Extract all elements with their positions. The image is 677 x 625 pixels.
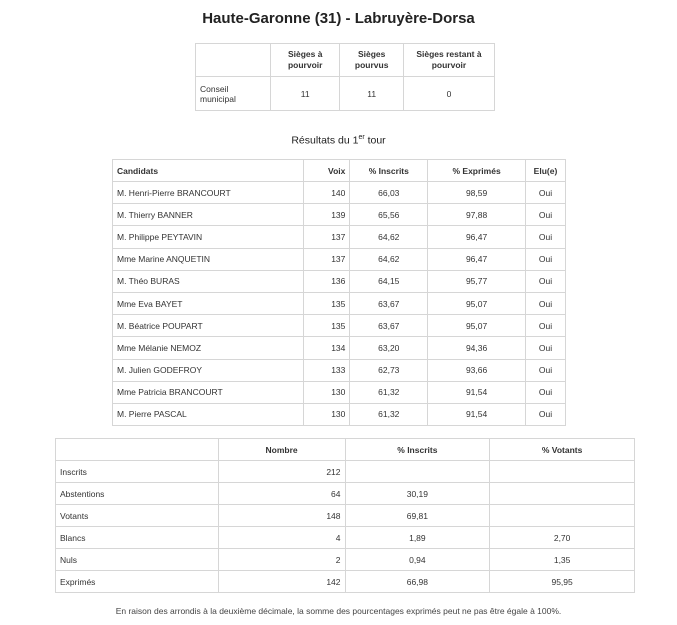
- round-title-sup: er: [358, 134, 365, 141]
- seats-header-cell: Sièges pourvus: [340, 44, 404, 77]
- candidate-cell: 64,15: [350, 270, 428, 292]
- candidate-cell: 137: [304, 248, 350, 270]
- candidate-cell: Oui: [525, 270, 565, 292]
- candidate-cell: 96,47: [428, 248, 526, 270]
- candidates-header-cell: % Inscrits: [350, 160, 428, 182]
- candidate-cell: 63,67: [350, 292, 428, 314]
- participation-cell: 142: [218, 571, 345, 593]
- candidate-cell: Oui: [525, 359, 565, 381]
- participation-label: Blancs: [56, 527, 219, 549]
- candidate-cell: 137: [304, 226, 350, 248]
- candidate-cell: 97,88: [428, 204, 526, 226]
- candidate-cell: 63,67: [350, 315, 428, 337]
- candidate-cell: 136: [304, 270, 350, 292]
- candidate-row: [113, 226, 566, 248]
- candidate-cell: 135: [304, 292, 350, 314]
- candidate-name: M. Thierry BANNER: [113, 204, 304, 226]
- participation-cell: [345, 461, 490, 483]
- candidate-cell: Oui: [525, 337, 565, 359]
- participation-row: [56, 527, 635, 549]
- seats-header-blank: [196, 44, 271, 77]
- candidate-cell: Oui: [525, 315, 565, 337]
- candidate-row: [113, 292, 566, 314]
- participation-cell: 148: [218, 505, 345, 527]
- candidate-cell: 66,03: [350, 182, 428, 204]
- candidate-row: [113, 204, 566, 226]
- seats-row-label: Conseil municipal: [196, 77, 271, 111]
- seats-header-row: [196, 44, 495, 77]
- candidate-cell: Oui: [525, 403, 565, 425]
- participation-cell: 4: [218, 527, 345, 549]
- participation-row: [56, 549, 635, 571]
- seats-header-cell: Sièges restant à pourvoir: [403, 44, 494, 77]
- participation-table: [55, 438, 635, 593]
- candidate-row: [113, 381, 566, 403]
- candidate-row: [113, 359, 566, 381]
- participation-cell: 64: [218, 483, 345, 505]
- participation-label: Abstentions: [56, 483, 219, 505]
- round-title-prefix: Résultats du 1: [291, 134, 359, 147]
- candidate-name: Mme Eva BAYET: [113, 292, 304, 314]
- candidate-cell: 139: [304, 204, 350, 226]
- candidate-cell: 63,20: [350, 337, 428, 359]
- participation-cell: 2: [218, 549, 345, 571]
- round-title-suffix: tour: [364, 134, 386, 147]
- candidates-header-row: [113, 160, 566, 182]
- seats-header-cell: Sièges à pourvoir: [271, 44, 340, 77]
- candidate-cell: 140: [304, 182, 350, 204]
- participation-cell: 30,19: [345, 483, 490, 505]
- participation-cell: [490, 461, 635, 483]
- candidate-name: M. Henri-Pierre BRANCOURT: [113, 182, 304, 204]
- candidate-cell: 98,59: [428, 182, 526, 204]
- participation-row: [56, 483, 635, 505]
- candidate-cell: Oui: [525, 182, 565, 204]
- seats-table: [195, 43, 495, 111]
- candidate-row: [113, 315, 566, 337]
- participation-cell: [490, 505, 635, 527]
- candidate-cell: Oui: [525, 248, 565, 270]
- candidate-name: M. Pierre PASCAL: [113, 403, 304, 425]
- participation-label: Inscrits: [56, 461, 219, 483]
- candidate-name: Mme Marine ANQUETIN: [113, 248, 304, 270]
- participation-header-cell: % Votants: [490, 439, 635, 461]
- candidate-row: [113, 337, 566, 359]
- seats-cell: 11: [271, 77, 340, 111]
- participation-label: Exprimés: [56, 571, 219, 593]
- candidate-name: Mme Mélanie NEMOZ: [113, 337, 304, 359]
- candidate-name: Mme Patricia BRANCOURT: [113, 381, 304, 403]
- participation-cell: 2,70: [490, 527, 635, 549]
- participation-cell: 69,81: [345, 505, 490, 527]
- seats-row: [196, 77, 495, 111]
- participation-header-cell: [56, 439, 219, 461]
- candidate-cell: 133: [304, 359, 350, 381]
- participation-cell: 0,94: [345, 549, 490, 571]
- candidate-cell: Oui: [525, 292, 565, 314]
- candidate-name: M. Philippe PEYTAVIN: [113, 226, 304, 248]
- participation-cell: 95,95: [490, 571, 635, 593]
- participation-cell: 212: [218, 461, 345, 483]
- candidate-cell: 61,32: [350, 403, 428, 425]
- candidate-row: [113, 248, 566, 270]
- candidate-cell: 91,54: [428, 381, 526, 403]
- candidate-cell: 130: [304, 403, 350, 425]
- candidates-header-cell: Candidats: [113, 160, 304, 182]
- participation-label: Nuls: [56, 549, 219, 571]
- candidate-cell: 135: [304, 315, 350, 337]
- candidate-cell: 64,62: [350, 248, 428, 270]
- candidate-name: M. Béatrice POUPART: [113, 315, 304, 337]
- participation-cell: 66,98: [345, 571, 490, 593]
- candidate-row: [113, 270, 566, 292]
- candidate-cell: 95,77: [428, 270, 526, 292]
- candidates-header-cell: Elu(e): [525, 160, 565, 182]
- candidate-cell: 96,47: [428, 226, 526, 248]
- round-title: [0, 134, 677, 147]
- candidates-header-cell: % Exprimés: [428, 160, 526, 182]
- candidate-cell: 65,56: [350, 204, 428, 226]
- candidate-row: [113, 182, 566, 204]
- participation-header-cell: Nombre: [218, 439, 345, 461]
- candidate-cell: 61,32: [350, 381, 428, 403]
- candidate-cell: 134: [304, 337, 350, 359]
- participation-cell: 1,35: [490, 549, 635, 571]
- candidate-cell: 95,07: [428, 292, 526, 314]
- candidate-cell: Oui: [525, 204, 565, 226]
- candidate-name: M. Julien GODEFROY: [113, 359, 304, 381]
- candidate-cell: 95,07: [428, 315, 526, 337]
- candidate-cell: 62,73: [350, 359, 428, 381]
- participation-row: [56, 571, 635, 593]
- participation-label: Votants: [56, 505, 219, 527]
- participation-cell: 1,89: [345, 527, 490, 549]
- footnote: En raison des arrondis à la deuxième décimale, la somme des pourcentages exprimés peut ne pas être égale à 100%.: [115, 606, 562, 616]
- candidate-cell: 64,62: [350, 226, 428, 248]
- candidates-table: [112, 159, 566, 426]
- candidate-cell: Oui: [525, 226, 565, 248]
- participation-row: [56, 461, 635, 483]
- participation-row: [56, 505, 635, 527]
- candidate-cell: 93,66: [428, 359, 526, 381]
- candidates-header-cell: Voix: [304, 160, 350, 182]
- candidate-cell: 91,54: [428, 403, 526, 425]
- candidate-cell: Oui: [525, 381, 565, 403]
- participation-header-cell: % Inscrits: [345, 439, 490, 461]
- participation-cell: [490, 483, 635, 505]
- seats-cell: 0: [403, 77, 494, 111]
- candidate-name: M. Théo BURAS: [113, 270, 304, 292]
- seats-cell: 11: [340, 77, 404, 111]
- candidate-cell: 94,36: [428, 337, 526, 359]
- page-title: Haute-Garonne (31) - Labruyère-Dorsa: [202, 10, 475, 27]
- candidate-cell: 130: [304, 381, 350, 403]
- participation-header-row: [56, 439, 635, 461]
- candidate-row: [113, 403, 566, 425]
